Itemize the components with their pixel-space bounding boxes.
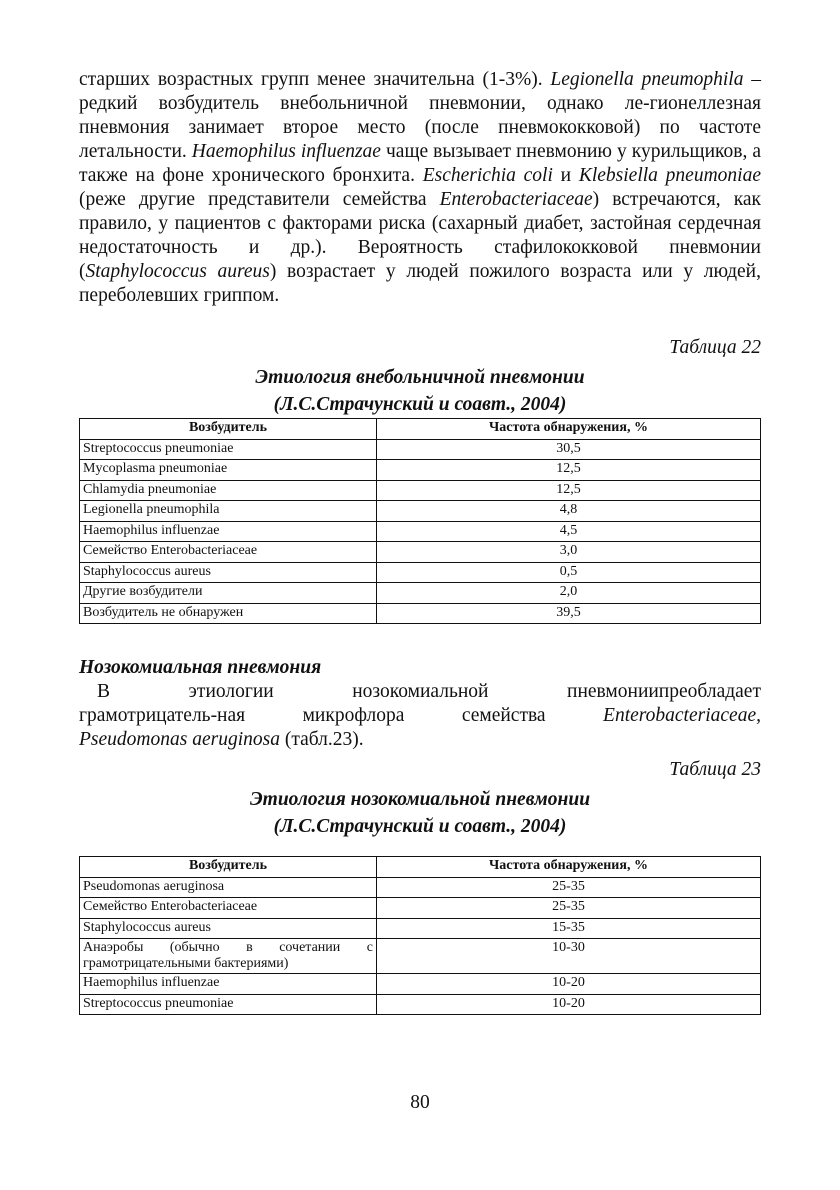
word: В bbox=[97, 681, 111, 702]
table-row bbox=[80, 460, 761, 481]
word: Enterobacteriaceae, bbox=[603, 705, 761, 726]
table-row bbox=[80, 521, 761, 542]
frequency-cell: 12,5 bbox=[377, 480, 761, 501]
frequency-cell: 25-35 bbox=[377, 877, 761, 898]
table-row bbox=[80, 439, 761, 460]
intro-text-5: ) встречаются, как правило, у пациентов с факторами риска (сахарный диабет, застойная сердечная недостаточность и др.). Вероятность стафилококковой пневмонии ( bbox=[79, 189, 762, 282]
frequency-cell: 4,8 bbox=[377, 501, 761, 522]
intro-ecoli: Escherichia coli bbox=[422, 165, 553, 186]
intro-staph: Staphylococcus aureus bbox=[85, 261, 270, 282]
pathogen-cell: Возбудитель не обнаружен bbox=[80, 603, 377, 624]
table-row bbox=[80, 562, 761, 583]
pathogen-cell: Haemophilus influenzae bbox=[80, 974, 377, 995]
intro-and: и bbox=[560, 165, 572, 186]
intro-text-6: ) возрастает у людей пожилого возраста или у людей, переболевших гриппом. bbox=[79, 261, 761, 306]
table-row bbox=[80, 939, 761, 974]
table23-title-1: Этиология нозокомиальной пневмонии bbox=[249, 789, 591, 810]
table-row bbox=[80, 542, 761, 563]
table-row bbox=[80, 974, 761, 995]
pathogen-cell: Pseudomonas aeruginosa bbox=[80, 877, 377, 898]
word: грамотрицатель-ная bbox=[79, 705, 246, 726]
pathogen-cell: Другие возбудители bbox=[80, 583, 377, 604]
frequency-cell: 12,5 bbox=[377, 460, 761, 481]
intro-paragraph bbox=[79, 68, 761, 308]
pathogen-cell: Семейство Enterobacteriaceae bbox=[80, 542, 377, 563]
table-row bbox=[80, 501, 761, 522]
frequency-cell: 25-35 bbox=[377, 898, 761, 919]
frequency-cell: 0,5 bbox=[377, 562, 761, 583]
frequency-cell: 2,0 bbox=[377, 583, 761, 604]
pseudomonas-text: Pseudomonas aeruginosa bbox=[79, 729, 280, 750]
pathogen-cell: Mycoplasma pneumoniae bbox=[80, 460, 377, 481]
table-row bbox=[80, 918, 761, 939]
frequency-cell: 3,0 bbox=[377, 542, 761, 563]
word: нозокомиальной bbox=[352, 681, 489, 702]
table-header-cell: Возбудитель bbox=[80, 419, 377, 440]
intro-entero: Enterobacteriaceae bbox=[439, 189, 593, 210]
table-header-cell: Частота обнаружения, % bbox=[377, 419, 761, 440]
frequency-cell: 10-20 bbox=[377, 974, 761, 995]
frequency-cell: 30,5 bbox=[377, 439, 761, 460]
frequency-cell: 15-35 bbox=[377, 918, 761, 939]
section-heading: Нозокомиальная пневмония bbox=[79, 657, 322, 678]
pathogen-cell: Chlamydia pneumoniae bbox=[80, 480, 377, 501]
word: микрофлора bbox=[302, 705, 405, 726]
table-ref-text: (табл.23). bbox=[284, 729, 364, 750]
table-header-cell: Частота обнаружения, % bbox=[377, 857, 761, 878]
intro-text-2: – редкий возбудитель внебольничной пневмонии, однако ле-гионеллезная пневмония занимает второе место (после пневмококковой) по частоте летальности. bbox=[79, 69, 762, 162]
table-row bbox=[80, 877, 761, 898]
intro-haemophilus: Haemophilus influenzae bbox=[191, 141, 381, 162]
table22-title-1: Этиология внебольничной пневмонии bbox=[255, 367, 585, 388]
pathogen-cell: Streptococcus pneumoniae bbox=[80, 994, 377, 1015]
table22 bbox=[79, 418, 761, 624]
table-header-row bbox=[80, 419, 761, 440]
pathogen-cell: Streptococcus pneumoniae bbox=[80, 439, 377, 460]
pathogen-cell: Staphylococcus aureus bbox=[80, 918, 377, 939]
table-header-cell: Возбудитель bbox=[80, 857, 377, 878]
table23-label: Таблица 23 bbox=[669, 759, 761, 780]
table22-label: Таблица 22 bbox=[669, 337, 761, 358]
pathogen-cell: Legionella pneumophila bbox=[80, 501, 377, 522]
table-header-row bbox=[80, 857, 761, 878]
frequency-cell: 10-30 bbox=[377, 939, 761, 974]
frequency-cell: 39,5 bbox=[377, 603, 761, 624]
pathogen-cell: Анаэробы (обычно в сочетании с грамотрицательными бактериями) bbox=[80, 939, 377, 974]
intro-text-3: чаще вызывает пневмонию у курильщиков, а также на фоне хронического бронхита. bbox=[79, 141, 762, 186]
word: семейства bbox=[461, 705, 546, 726]
pathogen-cell: Staphylococcus aureus bbox=[80, 562, 377, 583]
nosocomial-paragraph bbox=[79, 680, 761, 752]
intro-klebsiella: Klebsiella pneumoniae bbox=[578, 165, 761, 186]
table22-title-2: (Л.С.Страчунский и соавт., 2004) bbox=[273, 394, 567, 415]
frequency-cell: 10-20 bbox=[377, 994, 761, 1015]
table-row bbox=[80, 583, 761, 604]
intro-legionella: Legionella bbox=[550, 69, 634, 90]
word: этиологии bbox=[188, 681, 274, 702]
pathogen-cell: Haemophilus influenzae bbox=[80, 521, 377, 542]
page-number: 80 bbox=[410, 1092, 430, 1113]
table23 bbox=[79, 856, 761, 1015]
table-row bbox=[80, 603, 761, 624]
intro-pneumophila: pneumophila bbox=[641, 69, 744, 90]
page-content bbox=[79, 68, 761, 1015]
intro-text-1: старших возрастных групп менее значительна (1-3%). bbox=[79, 69, 543, 90]
word: пневмониипреобладает bbox=[567, 681, 761, 702]
table23-title-2: (Л.С.Страчунский и соавт., 2004) bbox=[273, 816, 567, 837]
table-row bbox=[80, 994, 761, 1015]
table-row bbox=[80, 480, 761, 501]
intro-text-4: (реже другие представители семейства bbox=[79, 189, 427, 210]
pathogen-cell: Семейство Enterobacteriaceae bbox=[80, 898, 377, 919]
table-row bbox=[80, 898, 761, 919]
frequency-cell: 4,5 bbox=[377, 521, 761, 542]
